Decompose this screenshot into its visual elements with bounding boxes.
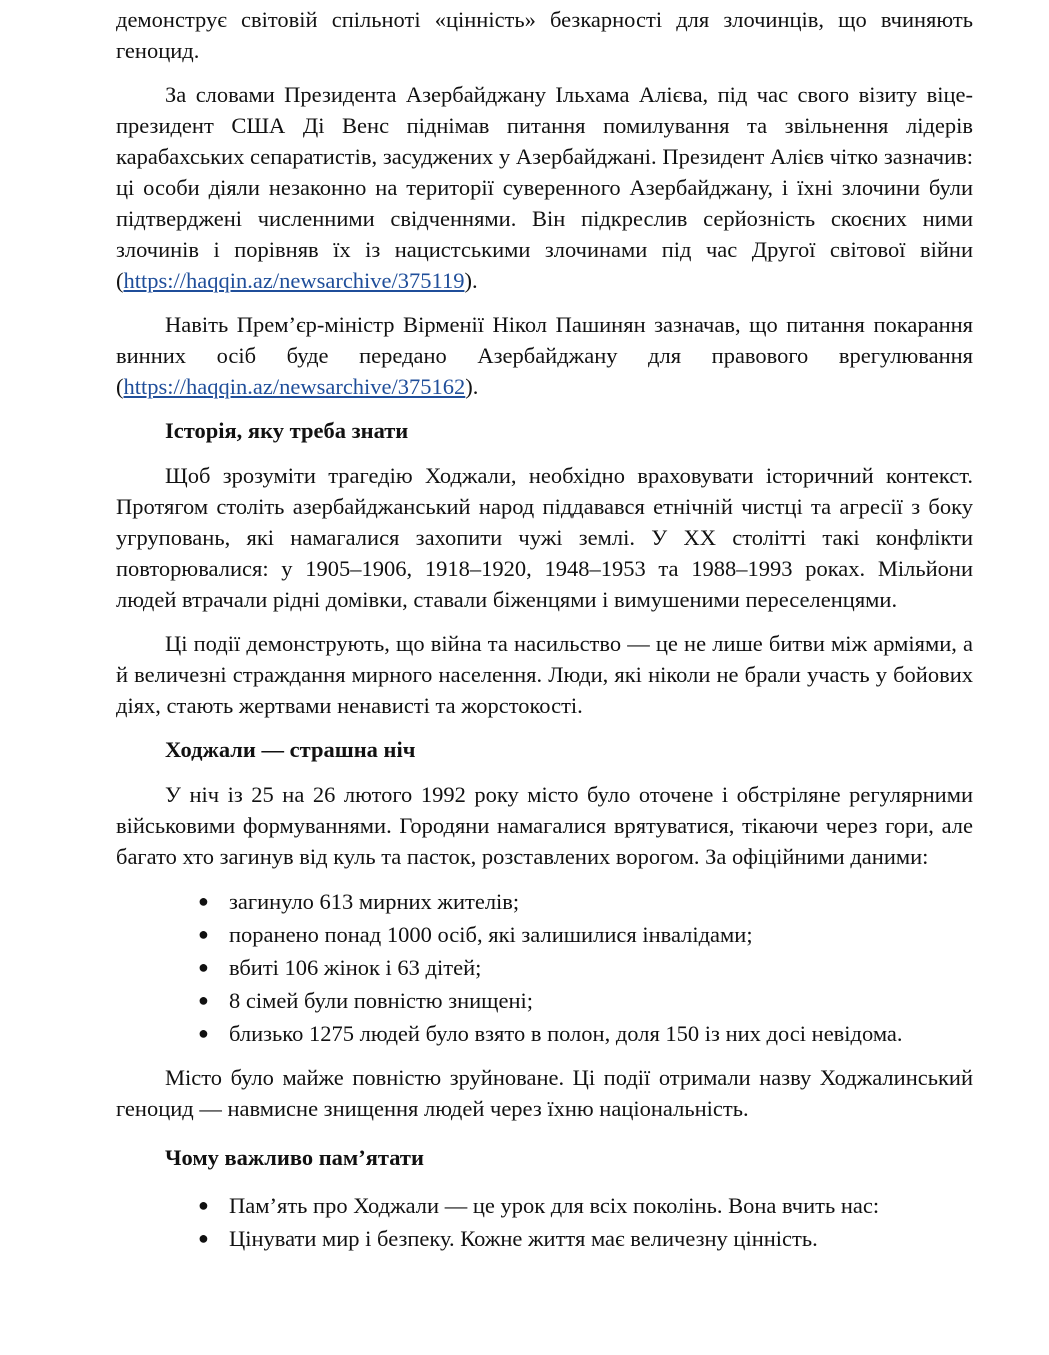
list-item-text: Пам’ять про Ходжали — це урок для всіх поколінь. Вона вчить нас: [229,1193,880,1218]
paragraph-khojaly-events: У ніч із 25 на 26 лютого 1992 року місто було оточене і обстріляне регулярними військовими формуваннями. Городяни намагалися врятуватися, тікаючи через гори, але багато хто загинув від куль та пасток, розставлених ворогом. За офіційними даними: [116,782,973,869]
document-page [116,0,973,1267]
list-item [116,1189,973,1222]
bullet-icon: ● [198,1023,209,1043]
bullet-icon: ● [198,924,209,944]
paragraph-historical-context: Щоб зрозуміти трагедію Ходжали, необхідно враховувати історичний контекст. Протягом століть азербайджанський народ піддавався етнічній чистці та агресії з боку угруповань, які намагалися захопити чужі землі. У XX столітті такі конфлікти повторювалися: у 1905–1906, 1918–1920, 1948–1953 та 1988–1993 роках. Мільйони людей втрачали рідні домівки, ставали біженцями і вимушеними переселенцями. [116,463,973,612]
list-item [116,951,973,984]
paragraph-genocide-definition: Місто було майже повністю зруйноване. Ці події отримали назву Ходжалинський геноцид — навмисне знищення людей через їхню національність. [116,1065,973,1121]
list-item [116,1017,973,1050]
heading-khojaly-night: Ходжали — страшна ніч [165,737,416,762]
facts-list [116,885,973,1050]
list-item-text: загинуло 613 мирних жителів; [229,889,520,914]
paragraph-end: ). [465,374,479,399]
list-item [116,1222,973,1255]
paragraph-war-consequences: Ці події демонструють, що війна та насильство — це не лише битви між арміями, а й величезні страждання мирного населення. Люди, які ніколи не брали участь у бойових діях, стають жертвами ненависті та жорстокості. [116,631,973,718]
source-link-375162[interactable]: https://haqqin.az/newsarchive/375162 [123,374,466,399]
list-item-text: Цінувати мир і безпеку. Кожне життя має величезну цінність. [229,1226,818,1251]
paragraph-continuation: демонструє світовій спільноті «цінність» безкарності для злочинців, що вчиняють геноцид. [116,7,973,63]
bullet-icon: ● [198,957,209,977]
remember-list [116,1189,973,1255]
paragraph-end: ). [464,268,478,293]
list-item-text: 8 сімей були повністю знищені; [229,988,534,1013]
list-item [116,885,973,918]
list-item-text: вбиті 106 жінок і 63 дітей; [229,955,482,980]
bullet-icon: ● [198,1228,209,1248]
heading-history: Історія, яку треба знати [165,418,409,443]
list-item-text: поранено понад 1000 осіб, які залишилися інвалідами; [229,922,753,947]
paragraph-aliyev-statement [116,79,973,296]
list-item-text: близько 1275 людей було взято в полон, доля 150 із них досі невідома. [229,1021,903,1046]
paragraph-pashinyan-statement [116,309,973,402]
list-item [116,918,973,951]
bullet-icon: ● [198,891,209,911]
bullet-icon: ● [198,990,209,1010]
heading-why-remember: Чому важливо пам’ятати [165,1145,424,1170]
list-item [116,984,973,1017]
bullet-icon: ● [198,1195,209,1215]
paragraph-text: За словами Президента Азербайджану Ільхама Алієва, під час свого візиту віце-президент США Ді Венс піднімав питання помилування та звільнення лідерів карабахських сепаратистів, засуджених у Азербайджані. Президент Алієв чітко зазначив: ці особи діяли незаконно на території суверенного Азербайджану, і їхні злочини були підтверджені численними свідченнями. Він підкреслив серйозність скоєних ними злочинів і порівняв їх із нацистськими злочинами під час Другої світової війни ( [116,82,973,293]
source-link-375119[interactable]: https://haqqin.az/newsarchive/375119 [123,268,465,293]
paragraph-text: Навіть Прем’єр-міністр Вірменії Нікол Пашинян зазначав, що питання покарання винних осіб буде передано Азербайджану для правового врегулювання ( [116,312,973,399]
